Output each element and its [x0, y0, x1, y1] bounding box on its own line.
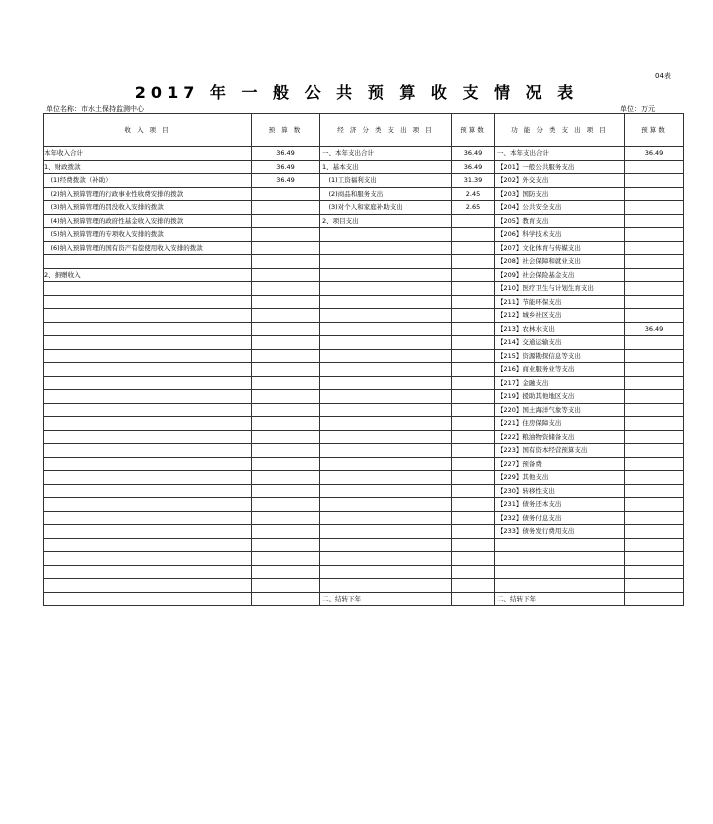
cell-income-budget	[252, 336, 320, 350]
table-row	[44, 174, 684, 188]
table-row	[44, 390, 684, 404]
cell-functional-item: 【208】社会保障和就业支出	[495, 255, 625, 269]
header-income-budget: 预 算 数	[252, 114, 320, 147]
cell-economic-item	[320, 430, 452, 444]
cell-economic-budget	[452, 511, 495, 525]
cell-income-budget	[252, 417, 320, 431]
cell-functional-item: 【202】外交支出	[495, 174, 625, 188]
cell-economic-item	[320, 457, 452, 471]
cell-functional-item: 【221】住房保障支出	[495, 417, 625, 431]
cell-income-budget	[252, 214, 320, 228]
cell-economic-budget	[452, 376, 495, 390]
cell-economic-item	[320, 309, 452, 323]
cell-income-budget	[252, 322, 320, 336]
cell-income-budget	[252, 457, 320, 471]
form-number: 04表	[655, 72, 671, 80]
cell-economic-budget	[452, 336, 495, 350]
cell-economic-budget	[452, 295, 495, 309]
cell-income-item	[44, 376, 252, 390]
cell-economic-budget	[452, 552, 495, 566]
table-row	[44, 484, 684, 498]
table-body	[44, 147, 684, 606]
table-row	[44, 322, 684, 336]
table-row	[44, 430, 684, 444]
table-row	[44, 538, 684, 552]
cell-economic-item	[320, 390, 452, 404]
cell-income-item	[44, 592, 252, 606]
cell-income-item	[44, 349, 252, 363]
cell-income-budget	[252, 430, 320, 444]
table-row	[44, 498, 684, 512]
cell-income-item: 2、捐赠收入	[44, 268, 252, 282]
cell-income-budget	[252, 498, 320, 512]
cell-functional-budget	[625, 579, 684, 593]
cell-income-item	[44, 417, 252, 431]
cell-functional-budget	[625, 376, 684, 390]
cell-economic-item	[320, 268, 452, 282]
cell-economic-item	[320, 525, 452, 539]
cell-income-item	[44, 309, 252, 323]
cell-income-budget	[252, 349, 320, 363]
cell-economic-item: 一、本年支出合计	[320, 147, 452, 161]
cell-functional-item: 【219】援助其他地区支出	[495, 390, 625, 404]
table-row	[44, 511, 684, 525]
table-row	[44, 417, 684, 431]
cell-economic-item: 二、结转下年	[320, 592, 452, 606]
cell-income-item	[44, 511, 252, 525]
cell-income-item: (6)纳入预算管理的国有资产有偿使用收入安排的拨款	[44, 241, 252, 255]
cell-functional-budget	[625, 417, 684, 431]
cell-economic-budget	[452, 214, 495, 228]
cell-functional-budget	[625, 295, 684, 309]
cell-economic-item: 2、项目支出	[320, 214, 452, 228]
table-row	[44, 349, 684, 363]
table-row	[44, 471, 684, 485]
cell-economic-item	[320, 228, 452, 242]
cell-functional-budget: 36.49	[625, 147, 684, 161]
cell-functional-item: 【223】国有资本经营预算支出	[495, 444, 625, 458]
table-row	[44, 579, 684, 593]
cell-income-budget	[252, 390, 320, 404]
page-title: 2017 年 一 般 公 共 预 算 收 支 情 况 表	[134, 83, 579, 102]
cell-functional-item: 【232】债务付息支出	[495, 511, 625, 525]
cell-economic-budget	[452, 484, 495, 498]
cell-economic-budget	[452, 282, 495, 296]
cell-income-budget	[252, 201, 320, 215]
cell-functional-budget	[625, 484, 684, 498]
cell-income-item	[44, 322, 252, 336]
cell-income-budget	[252, 268, 320, 282]
cell-income-item	[44, 565, 252, 579]
cell-functional-item: 【222】粮油物资储备支出	[495, 430, 625, 444]
table-row	[44, 363, 684, 377]
cell-economic-budget	[452, 525, 495, 539]
cell-functional-item: 【212】城乡社区支出	[495, 309, 625, 323]
cell-income-budget	[252, 309, 320, 323]
cell-income-item	[44, 295, 252, 309]
table-row	[44, 187, 684, 201]
cell-functional-item: 【204】公共安全支出	[495, 201, 625, 215]
table-row	[44, 565, 684, 579]
cell-economic-item	[320, 444, 452, 458]
cell-functional-budget	[625, 201, 684, 215]
cell-income-budget	[252, 565, 320, 579]
cell-economic-item	[320, 498, 452, 512]
cell-economic-budget: 36.49	[452, 160, 495, 174]
cell-income-item: (3)纳入预算管理的罚没收入安排的拨款	[44, 201, 252, 215]
cell-income-budget	[252, 403, 320, 417]
cell-income-item	[44, 484, 252, 498]
header-income-item: 收 入 项 目	[44, 114, 252, 147]
cell-economic-budget	[452, 498, 495, 512]
cell-functional-item: 【231】债务还本支出	[495, 498, 625, 512]
cell-income-item	[44, 579, 252, 593]
cell-functional-item: 【214】交通运输支出	[495, 336, 625, 350]
cell-functional-budget	[625, 187, 684, 201]
cell-functional-budget	[625, 255, 684, 269]
cell-income-item	[44, 552, 252, 566]
header-functional-item: 功 能 分 类 支 出 项 目	[495, 114, 625, 147]
cell-income-item: (5)纳入预算管理的专项收入安排的拨款	[44, 228, 252, 242]
cell-income-item	[44, 538, 252, 552]
cell-functional-item: 【201】一般公共服务支出	[495, 160, 625, 174]
cell-income-budget	[252, 376, 320, 390]
cell-economic-item	[320, 565, 452, 579]
cell-income-budget	[252, 295, 320, 309]
cell-income-budget	[252, 241, 320, 255]
cell-functional-item: 一、本年支出合计	[495, 147, 625, 161]
cell-income-budget	[252, 525, 320, 539]
cell-economic-budget	[452, 430, 495, 444]
cell-income-item	[44, 444, 252, 458]
cell-income-item: (4)纳入预算管理的政府性基金收入安排的拨款	[44, 214, 252, 228]
cell-functional-item	[495, 565, 625, 579]
cell-income-item	[44, 255, 252, 269]
table-row	[44, 309, 684, 323]
cell-functional-item: 【211】节能环保支出	[495, 295, 625, 309]
cell-functional-item: 【209】社会保险基金支出	[495, 268, 625, 282]
cell-income-item: 本年收入合计	[44, 147, 252, 161]
cell-economic-budget: 2.45	[452, 187, 495, 201]
cell-income-item: (2)纳入预算管理的行政事业性收费安排的拨款	[44, 187, 252, 201]
cell-functional-budget	[625, 390, 684, 404]
cell-income-item	[44, 390, 252, 404]
cell-economic-item	[320, 471, 452, 485]
cell-economic-budget	[452, 390, 495, 404]
cell-economic-item	[320, 511, 452, 525]
cell-economic-budget	[452, 309, 495, 323]
table-row	[44, 147, 684, 161]
cell-income-budget	[252, 471, 320, 485]
cell-economic-item	[320, 484, 452, 498]
table-row	[44, 552, 684, 566]
cell-functional-item: 【230】转移性支出	[495, 484, 625, 498]
cell-functional-budget	[625, 363, 684, 377]
cell-functional-item: 【229】其他支出	[495, 471, 625, 485]
table-row	[44, 255, 684, 269]
cell-functional-item: 【205】教育支出	[495, 214, 625, 228]
cell-income-item: (1)经费拨款（补助）	[44, 174, 252, 188]
cell-functional-budget	[625, 511, 684, 525]
cell-functional-item: 二、结转下年	[495, 592, 625, 606]
table-row	[44, 525, 684, 539]
cell-income-budget	[252, 187, 320, 201]
cell-functional-budget	[625, 241, 684, 255]
cell-economic-item	[320, 282, 452, 296]
cell-functional-budget	[625, 457, 684, 471]
cell-income-item	[44, 525, 252, 539]
cell-functional-item: 【215】资源勘探信息等支出	[495, 349, 625, 363]
cell-income-item	[44, 498, 252, 512]
cell-functional-item: 【233】债务发行费用支出	[495, 525, 625, 539]
cell-economic-budget	[452, 228, 495, 242]
cell-income-item: 1、财政拨款	[44, 160, 252, 174]
cell-functional-item: 【227】预备费	[495, 457, 625, 471]
table-row	[44, 160, 684, 174]
header-functional-budget: 预算数	[625, 114, 684, 147]
cell-functional-budget	[625, 538, 684, 552]
cell-functional-budget	[625, 498, 684, 512]
table-row	[44, 444, 684, 458]
cell-functional-item	[495, 552, 625, 566]
table-row	[44, 268, 684, 282]
cell-income-item	[44, 336, 252, 350]
header-row	[44, 114, 684, 147]
cell-economic-item	[320, 241, 452, 255]
cell-income-budget	[252, 228, 320, 242]
table-row	[44, 282, 684, 296]
cell-economic-budget: 31.39	[452, 174, 495, 188]
cell-economic-item	[320, 363, 452, 377]
cell-income-item	[44, 430, 252, 444]
cell-economic-item	[320, 376, 452, 390]
cell-economic-budget	[452, 565, 495, 579]
cell-economic-budget	[452, 417, 495, 431]
cell-functional-item: 【210】医疗卫生与计划生育支出	[495, 282, 625, 296]
table-row	[44, 201, 684, 215]
cell-economic-item: (3)对个人和家庭补助支出	[320, 201, 452, 215]
cell-functional-item: 【203】国防支出	[495, 187, 625, 201]
cell-income-budget	[252, 255, 320, 269]
table-row	[44, 295, 684, 309]
cell-economic-budget	[452, 255, 495, 269]
header-economic-budget: 预算数	[452, 114, 495, 147]
cell-income-item	[44, 282, 252, 296]
cell-income-item	[44, 457, 252, 471]
cell-functional-item	[495, 538, 625, 552]
cell-income-budget: 36.49	[252, 160, 320, 174]
cell-income-item	[44, 363, 252, 377]
cell-economic-item	[320, 417, 452, 431]
cell-economic-item	[320, 403, 452, 417]
cell-income-item	[44, 471, 252, 485]
cell-functional-budget	[625, 268, 684, 282]
table-row	[44, 214, 684, 228]
table-row	[44, 336, 684, 350]
cell-functional-budget	[625, 430, 684, 444]
cell-economic-budget: 36.49	[452, 147, 495, 161]
cell-economic-budget	[452, 268, 495, 282]
cell-income-item	[44, 403, 252, 417]
currency-unit: 单位：万元	[620, 105, 655, 113]
cell-functional-item	[495, 579, 625, 593]
cell-income-budget	[252, 538, 320, 552]
cell-economic-item: (2)商品和服务支出	[320, 187, 452, 201]
budget-table	[43, 113, 684, 606]
cell-functional-budget	[625, 444, 684, 458]
cell-economic-budget	[452, 322, 495, 336]
cell-income-budget: 36.49	[252, 147, 320, 161]
unit-name: 单位名称：市水土保持监测中心	[46, 105, 144, 113]
cell-economic-budget	[452, 363, 495, 377]
cell-functional-budget	[625, 471, 684, 485]
cell-economic-budget	[452, 579, 495, 593]
cell-functional-budget	[625, 282, 684, 296]
cell-income-budget: 36.49	[252, 174, 320, 188]
cell-economic-budget	[452, 592, 495, 606]
cell-economic-item	[320, 552, 452, 566]
cell-economic-item	[320, 295, 452, 309]
cell-functional-item: 【206】科学技术支出	[495, 228, 625, 242]
cell-economic-item: (1)工资福利支出	[320, 174, 452, 188]
cell-income-budget	[252, 484, 320, 498]
cell-economic-budget	[452, 241, 495, 255]
cell-economic-item: 1、基本支出	[320, 160, 452, 174]
cell-economic-item	[320, 336, 452, 350]
cell-functional-budget	[625, 174, 684, 188]
cell-functional-budget	[625, 214, 684, 228]
cell-functional-budget	[625, 592, 684, 606]
cell-functional-budget	[625, 403, 684, 417]
cell-functional-item: 【220】国土海洋气象等支出	[495, 403, 625, 417]
table-row	[44, 592, 684, 606]
cell-income-budget	[252, 552, 320, 566]
cell-functional-budget	[625, 552, 684, 566]
table-row	[44, 403, 684, 417]
table-row	[44, 376, 684, 390]
cell-income-budget	[252, 444, 320, 458]
cell-economic-budget	[452, 471, 495, 485]
table-row	[44, 228, 684, 242]
cell-functional-item: 【207】文化体育与传媒支出	[495, 241, 625, 255]
cell-income-budget	[252, 592, 320, 606]
cell-economic-budget	[452, 403, 495, 417]
cell-income-budget	[252, 363, 320, 377]
cell-functional-budget	[625, 228, 684, 242]
cell-functional-budget: 36.49	[625, 322, 684, 336]
cell-functional-item: 【217】金融支出	[495, 376, 625, 390]
cell-economic-item	[320, 538, 452, 552]
cell-income-budget	[252, 282, 320, 296]
cell-economic-budget	[452, 349, 495, 363]
cell-functional-item: 【213】农林水支出	[495, 322, 625, 336]
cell-economic-budget	[452, 444, 495, 458]
cell-income-budget	[252, 579, 320, 593]
table-row	[44, 457, 684, 471]
cell-economic-budget	[452, 538, 495, 552]
cell-functional-item: 【216】商业服务业等支出	[495, 363, 625, 377]
cell-functional-budget	[625, 160, 684, 174]
cell-economic-item	[320, 322, 452, 336]
cell-economic-budget: 2.65	[452, 201, 495, 215]
cell-functional-budget	[625, 336, 684, 350]
cell-economic-budget	[452, 457, 495, 471]
cell-functional-budget	[625, 349, 684, 363]
cell-economic-item	[320, 579, 452, 593]
cell-income-budget	[252, 511, 320, 525]
cell-economic-item	[320, 349, 452, 363]
header-economic-item: 经 济 分 类 支 出 项 目	[320, 114, 452, 147]
table-row	[44, 241, 684, 255]
cell-functional-budget	[625, 565, 684, 579]
cell-functional-budget	[625, 525, 684, 539]
cell-functional-budget	[625, 309, 684, 323]
cell-economic-item	[320, 255, 452, 269]
